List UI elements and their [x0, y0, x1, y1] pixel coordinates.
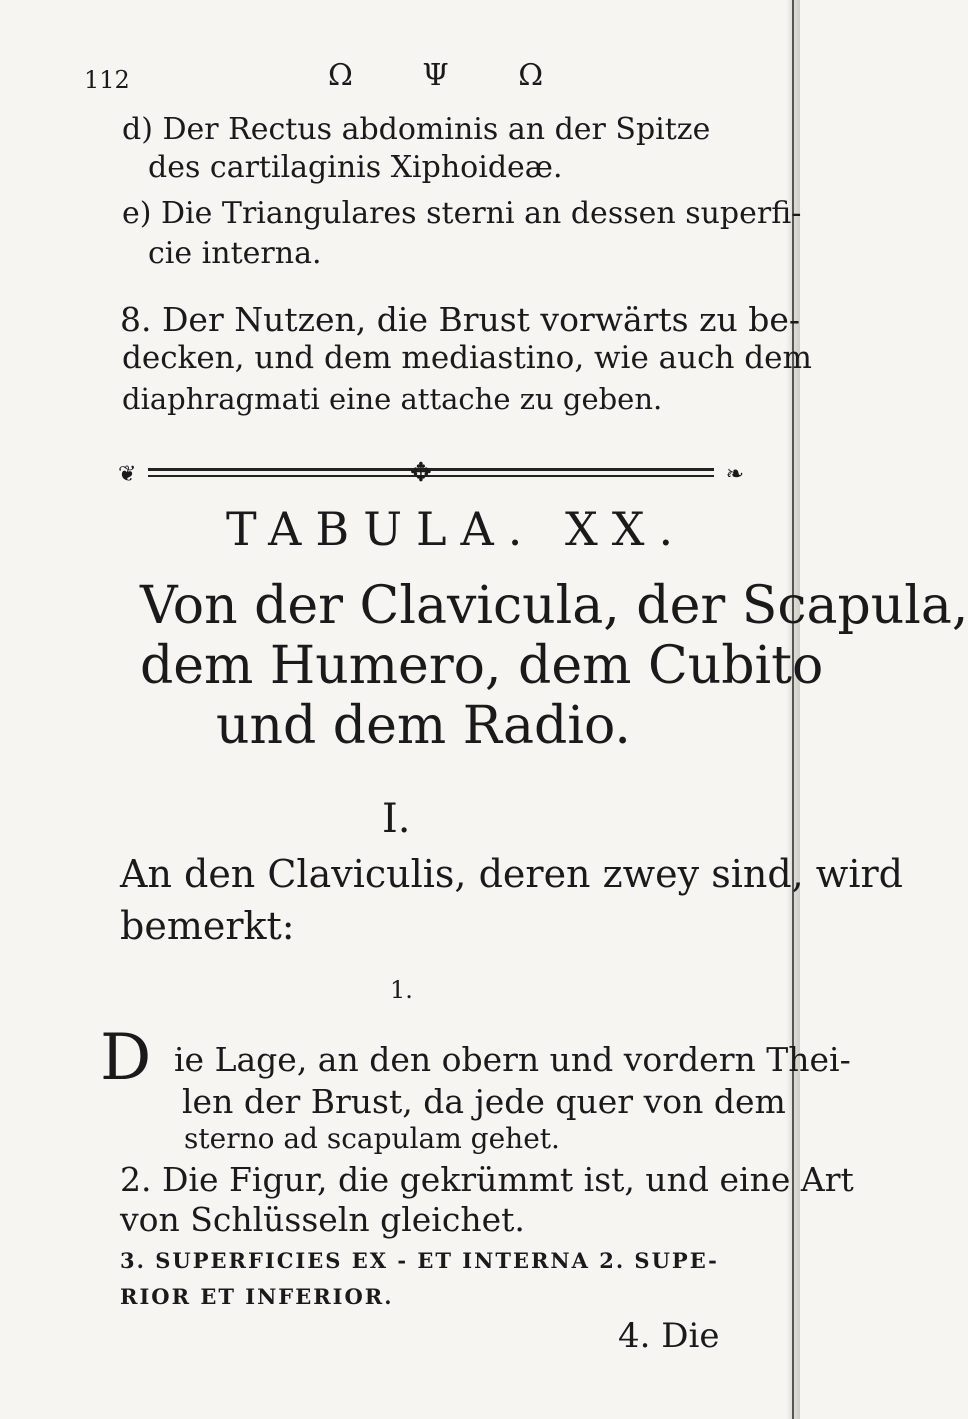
ornament-right-icon: ❧: [725, 462, 744, 487]
section-heading-line-2: dem Humero, dem Cubito: [140, 636, 824, 696]
page-number: 112: [84, 66, 130, 94]
roman-numeral: I.: [382, 796, 411, 842]
section-heading-line-3: und dem Radio.: [216, 696, 631, 756]
ornament-left-icon: ❦: [118, 462, 137, 487]
item3-line-1: 3. SUPERFICIES EX - ET INTERNA 2. SUPE-: [120, 1248, 719, 1273]
item3-line-2: RIOR ET INFERIOR.: [120, 1284, 394, 1309]
catchword: 4. Die: [618, 1316, 720, 1356]
text-line-nutzen-3: diaphragmati eine attache zu geben.: [122, 382, 663, 416]
ornamental-rule: [118, 458, 744, 488]
intro-line-2: bemerkt:: [120, 904, 295, 948]
item1-line-2: len der Brust, da jede quer von dem: [182, 1082, 786, 1121]
item-number: 1.: [390, 976, 413, 1004]
intro-line-1: An den Claviculis, deren zwey sind, wird: [120, 852, 903, 896]
item2-line-1: 2. Die Figur, die gekrümmt ist, und eine Art: [120, 1160, 854, 1199]
text-line-nutzen-2: decken, und dem mediastino, wie auch dem: [122, 340, 812, 376]
text-line-d2: des cartilaginis Xiphoideæ.: [148, 150, 563, 185]
item1-line-3: sterno ad scapulam gehet.: [184, 1122, 560, 1155]
section-heading-line-1: Von der Clavicula, der Scapula,: [140, 576, 968, 636]
item2-line-2: von Schlüsseln gleichet.: [120, 1200, 525, 1239]
text-line-d1: d) Der Rectus abdominis an der Spitze: [122, 112, 711, 147]
signature-mark: Ω Ψ Ω: [328, 58, 574, 93]
ornament-center-icon: ✥: [410, 458, 432, 488]
text-line-nutzen-1: 8. Der Nutzen, die Brust vorwärts zu be-: [120, 300, 801, 339]
drop-cap: D: [100, 1021, 152, 1095]
tabula-title: TABULA. XX.: [226, 502, 688, 556]
text-line-e2: cie interna.: [148, 236, 322, 271]
text-line-e1: e) Die Triangulares sterni an dessen superfi-: [122, 196, 802, 231]
item1-line-1: ie Lage, an den obern und vordern Thei-: [174, 1040, 851, 1079]
